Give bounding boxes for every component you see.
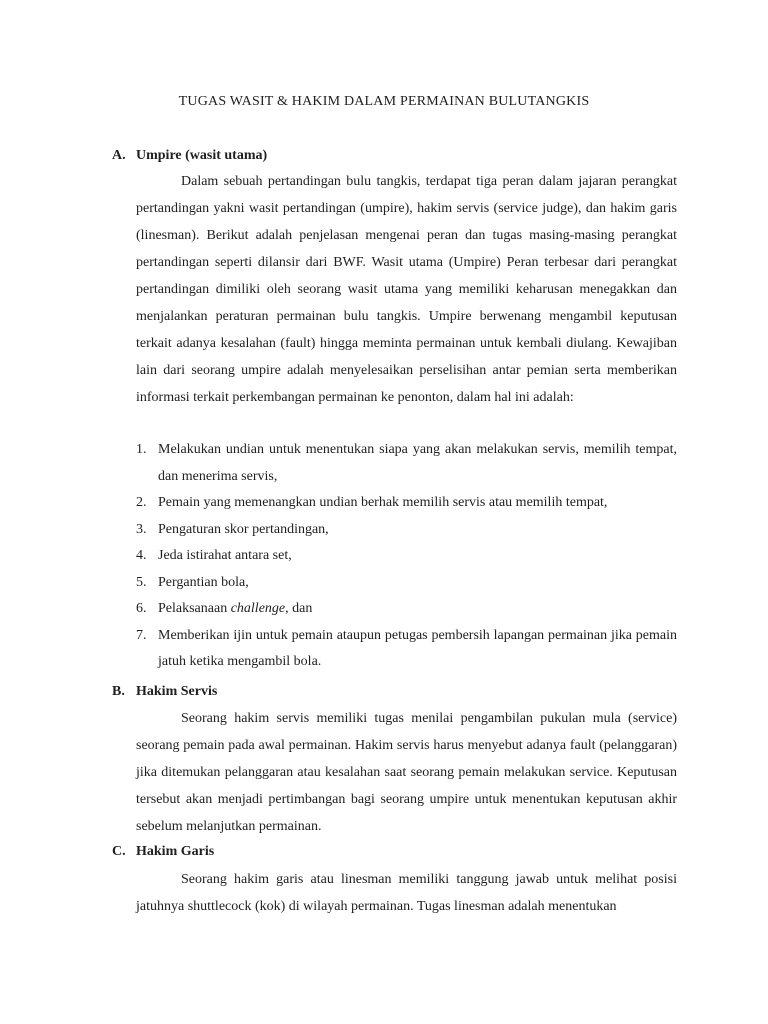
list-number: 7. [136, 627, 147, 643]
list-number: 5. [136, 574, 147, 590]
list-text: Pengaturan skor pertandingan, [158, 521, 329, 537]
list-text: Pemain yang memenangkan undian berhak memilih servis atau memilih tempat, [158, 495, 608, 510]
section-b-letter: B. [112, 684, 125, 699]
list-text-italic: challenge [230, 601, 286, 616]
list-number: 2. [136, 495, 147, 510]
list-item [136, 490, 677, 517]
list-text: , dan [285, 601, 313, 616]
list-item [136, 517, 677, 544]
list-number: 6. [136, 601, 147, 616]
section-a-letter: A. [112, 148, 126, 163]
section-c-letter: C. [112, 844, 126, 859]
list-text: Jeda istirahat antara set, [158, 548, 292, 563]
list-number: 4. [136, 548, 147, 563]
section-c-paragraph: Seorang hakim garis atau linesman memiliki tanggung jawab untuk melihat posisi jatuhnya shuttlecock (kok) di wilayah permainan. Tugas linesman adalah menentukan [136, 872, 677, 914]
list-item [136, 543, 677, 570]
list-item [136, 437, 677, 490]
section-b-title: Hakim Servis [136, 684, 218, 699]
document-title: TUGAS WASIT & HAKIM DALAM PERMAINAN BULUTANGKIS [178, 94, 590, 109]
section-b-heading [112, 684, 217, 700]
list-item [136, 623, 677, 676]
list-number: 1. [136, 442, 147, 457]
umpire-duties-list [136, 437, 677, 676]
list-text: Melakukan undian untuk menentukan siapa yang akan melakukan servis, memilih tempat, dan menerima servis, [158, 442, 677, 484]
list-text: Pelaksanaan [158, 601, 231, 616]
section-a-paragraph: Dalam sebuah pertandingan bulu tangkis, terdapat tiga peran dalam jajaran perangkat pertandingan yakni wasit pertandingan (umpire), hakim servis (service judge), dan hakim garis (linesman). Berikut adalah penjelasan mengenai peran dan tugas masing-masing perangkat pertandingan seperti dilansir dari BWF. Wasit utama (Umpire) Peran terbesar dari perangkat pertandingan dimiliki oleh seorang wasit utama yang memiliki keharusan menegakkan dan menjalankan peraturan permainan bulu tangkis. Umpire berwenang mengambil keputusan terkait adanya kesalahan (fault) hingga meminta permainan untuk kembali diulang. Kewajiban lain dari seorang umpire adalah menyelesaikan perselisihan antar pemian serta memberikan informasi terkait perkembangan permainan ke penonton, dalam hal ini adalah: [136, 174, 677, 405]
section-a-title: Umpire (wasit utama) [136, 148, 268, 163]
list-number: 3. [136, 521, 147, 537]
section-c-heading [112, 844, 214, 860]
list-item [136, 570, 677, 597]
list-text: Memberikan ijin untuk pemain ataupun petugas pembersih lapangan permainan jika pemain jatuh ketika mengambil bola. [158, 627, 677, 669]
section-c-title: Hakim Garis [136, 844, 215, 859]
section-b-paragraph: Seorang hakim servis memiliki tugas menilai pengambilan pukulan mula (service) seorang pemain pada awal permainan. Hakim servis harus menyebut adanya fault (pelanggaran) jika ditemukan pelanggaran atau kesalahan saat seorang pemain melakukan service. Keputusan tersebut akan menjadi pertimbangan bagi seorang umpire untuk menentukan keputusan akhir sebelum melanjutkan permainan. [136, 711, 677, 834]
list-text: Pergantian bola, [158, 574, 249, 590]
list-item [136, 596, 677, 623]
section-a-heading [112, 148, 267, 164]
